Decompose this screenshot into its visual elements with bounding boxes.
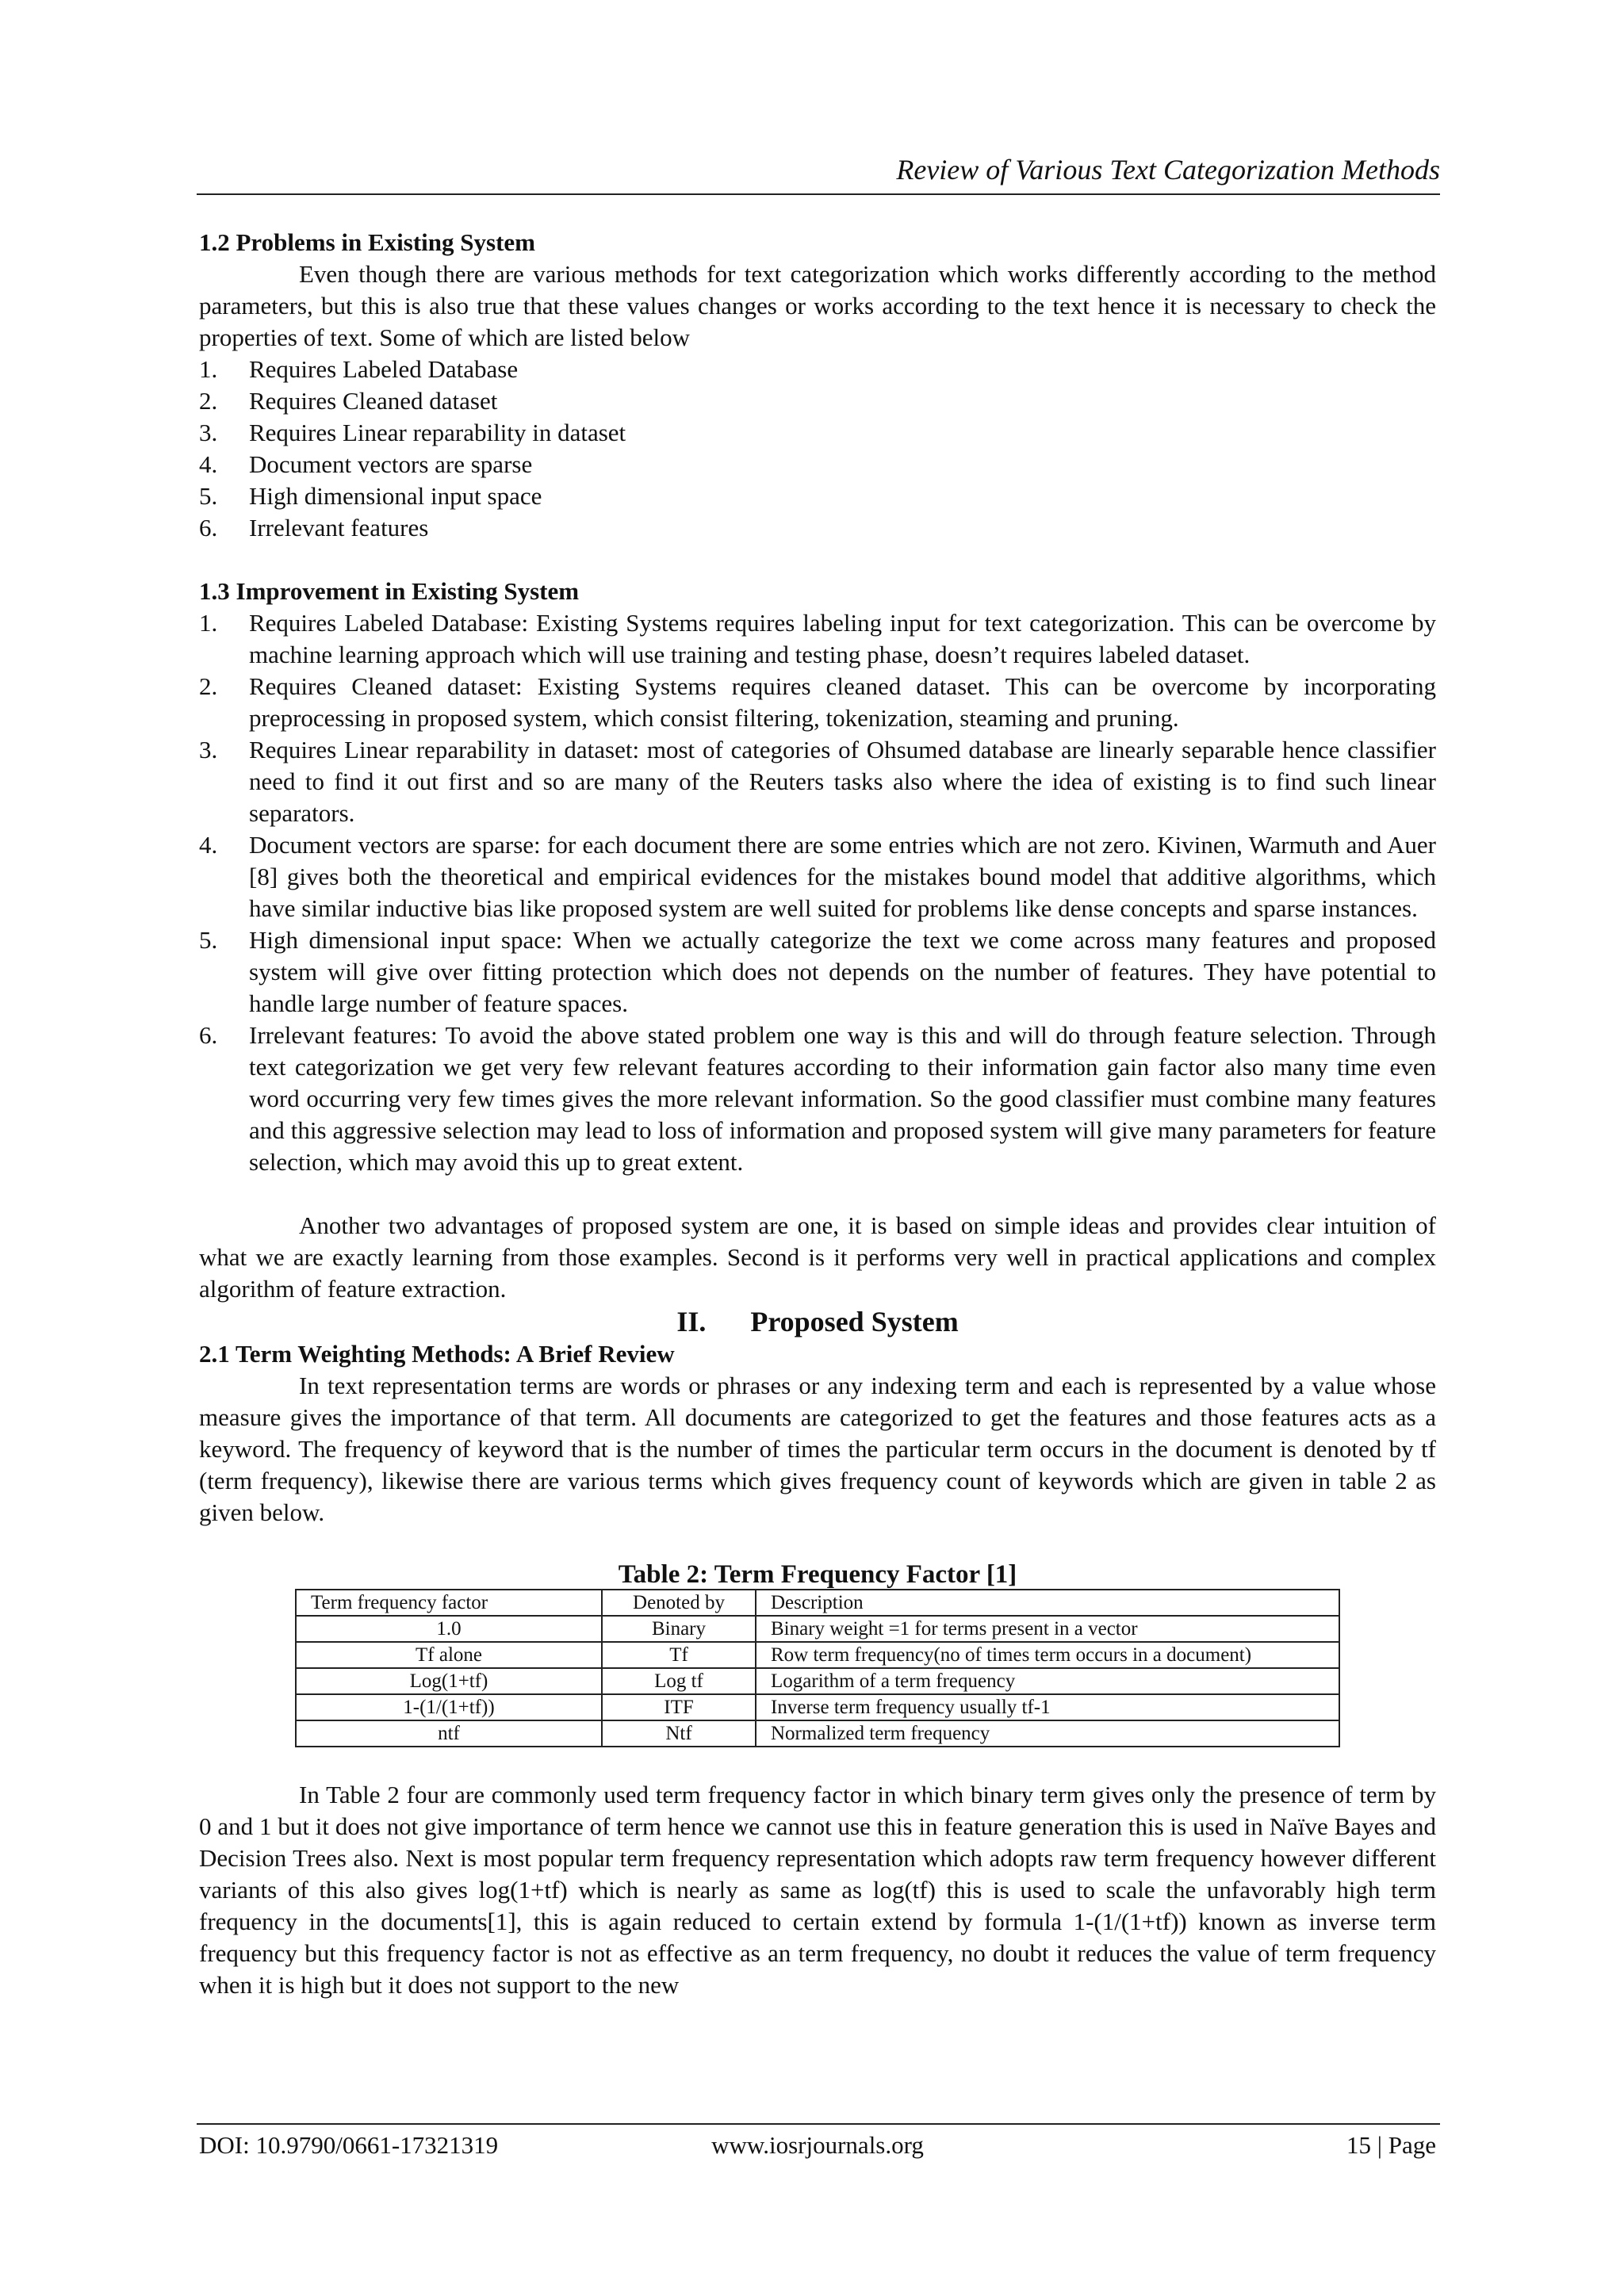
list-text: Requires Labeled Database: Existing Systems requires labeling input for text categorization. This can be overcome by machine learning approach which will use training and testing phase, doesn’t requires labeled dataset. [249,609,1436,668]
table-header-cell: Denoted by [602,1590,756,1616]
term-frequency-table [295,1589,1340,1747]
list-number: 5. [199,482,218,510]
list-number: 2. [199,387,218,415]
table-cell: Tf [602,1642,756,1668]
table-cell: Logarithm of a term frequency [756,1668,1339,1694]
table-cell: Tf alone [296,1642,602,1668]
section-name: Proposed System [750,1306,959,1337]
section-1-2-heading: 1.2 Problems in Existing System [199,228,535,256]
list-number: 4. [199,450,218,478]
table-cell: Log(1+tf) [296,1668,602,1694]
list-text: Document vectors are sparse [249,450,533,478]
list-item [199,1020,1436,1178]
running-header: Review of Various Text Categorization Methods [896,154,1440,186]
table-row [296,1694,1339,1720]
page-number: 15 | Page [1346,2131,1436,2159]
list-item [199,607,1436,671]
list-text: Requires Cleaned dataset [249,387,498,415]
spacer [199,544,1436,576]
table-cell: Binary weight =1 for terms present in a vector [756,1616,1339,1642]
section-number: II. [676,1306,707,1337]
table-header-row [296,1590,1339,1616]
table-cell: Row term frequency(no of times term occurs in a document) [756,1642,1339,1668]
spacer [199,1529,1436,1560]
table-cell: ITF [602,1694,756,1720]
list-text: Document vectors are sparse: for each document there are some entries which are not zero. Kivinen, Warmuth and Auer [8] gives both the theoretical and empirical evidences for the mistakes bound model that additive algorithms, which have similar inductive bias like proposed system are well suited for problems like dense concepts and sparse instances. [249,831,1436,922]
table-caption: Table 2: Term Frequency Factor [1] [618,1560,1017,1589]
list-number: 4. [199,831,218,859]
table-row [296,1642,1339,1668]
list-text: Requires Linear reparability in dataset [249,419,626,446]
list-number: 1. [199,355,218,383]
list-item [199,512,1436,544]
table-cell: 1.0 [296,1616,602,1642]
spacer [199,1747,1436,1779]
header-rule [197,193,1440,195]
section-2-1-heading: 2.1 Term Weighting Methods: A Brief Review [199,1340,675,1368]
list-text: High dimensional input space [249,482,542,510]
table-cell: ntf [296,1720,602,1747]
table-cell: Log tf [602,1668,756,1694]
list-text: Requires Cleaned dataset: Existing Systems requires cleaned dataset. This can be overcome by incorporating preprocessing in proposed system, which consist filtering, tokenization, steaming and pruning. [249,672,1436,732]
list-number: 3. [199,419,218,446]
section-2-title [199,1305,1436,1338]
table-header-cell: Term frequency factor [296,1590,602,1616]
section-1-3-heading: 1.3 Improvement in Existing System [199,577,580,605]
table-row [296,1668,1339,1694]
section-2-1-paragraph: In text representation terms are words or phrases or any indexing term and each is represented by a value whose measure gives the importance of that term. All documents are categorized to get the features and those features acts as a keyword. The frequency of keyword that is the number of times the particular term occurs in the document is denoted by tf (term frequency), likewise there are various terms which gives frequency count of keywords which are given in table 2 as given below. [199,1372,1436,1526]
list-item [199,480,1436,512]
list-number: 6. [199,1021,218,1049]
list-item [199,829,1436,924]
problems-list [199,354,1436,544]
table-cell: Binary [602,1616,756,1642]
list-number: 1. [199,609,218,637]
list-number: 6. [199,514,218,541]
doi-label: DOI: 10.9790/0661-17321319 [199,2131,499,2159]
table-cell: Ntf [602,1720,756,1747]
advantages-paragraph: Another two advantages of proposed system are one, it is based on simple ideas and provides clear intuition of what we are exactly learning from those examples. Second is it performs very well in practical applications and complex algorithm of feature extraction. [199,1211,1436,1303]
list-item [199,734,1436,829]
spacer [199,1178,1436,1210]
table-cell: 1-(1/(1+tf)) [296,1694,602,1720]
table-row [296,1616,1339,1642]
table-header-cell: Description [756,1590,1339,1616]
list-item [199,385,1436,417]
footer-rule [197,2123,1440,2125]
improvements-list [199,607,1436,1178]
section-1-2-intro: Even though there are various methods for text categorization which works differently according to the method parameters, but this is also true that these values changes or works according to the text hence it is necessary to check the properties of text. Some of which are listed below [199,260,1436,351]
list-number: 3. [199,736,218,763]
journal-website: www.iosrjournals.org [711,2131,924,2159]
table-discussion-paragraph: In Table 2 four are commonly used term frequency factor in which binary term gives only the presence of term by 0 and 1 but it does not give importance of term hence we cannot use this in feature generation this is used in Naïve Bayes and Decision Trees also. Next is most popular term frequency representation which adopts raw term frequency however different variants of this also gives log(1+tf) which is nearly as same as log(tf) this is used to scale the unfavorably high term frequency in the documents[1], this is again reduced to certain extend by formula 1-(1/(1+tf)) known as inverse term frequency but this frequency factor is not as effective as an term frequency, no doubt it reduces the value of term frequency when it is high but it does not support to the new [199,1781,1436,1999]
list-text: Requires Linear reparability in dataset: most of categories of Ohsumed database are linearly separable hence classifier need to find it out first and so are many of the Reuters tasks also where the idea of existing is to find such linear separators. [249,736,1436,827]
list-item [199,449,1436,480]
table-cell: Normalized term frequency [756,1720,1339,1747]
list-text: High dimensional input space: When we actually categorize the text we come across many features and proposed system will give over fitting protection which does not depends on the number of features. They have potential to handle large number of feature spaces. [249,926,1436,1017]
list-text: Irrelevant features: To avoid the above stated problem one way is this and will do through feature selection. Through text categorization we get very few relevant features according to their information gain factor also many time even word occurring very few times gives the more relevant information. So the good classifier must combine many features and this aggressive selection may lead to loss of information and proposed system will give many parameters for feature selection, which may avoid this up to great extent. [249,1021,1436,1176]
page-content [199,227,1436,2001]
list-item [199,924,1436,1020]
list-text: Irrelevant features [249,514,429,541]
list-text: Requires Labeled Database [249,355,519,383]
list-item [199,354,1436,385]
table-row [296,1720,1339,1747]
list-item [199,417,1436,449]
list-number: 5. [199,926,218,954]
list-number: 2. [199,672,218,700]
table-cell: Inverse term frequency usually tf-1 [756,1694,1339,1720]
list-item [199,671,1436,734]
